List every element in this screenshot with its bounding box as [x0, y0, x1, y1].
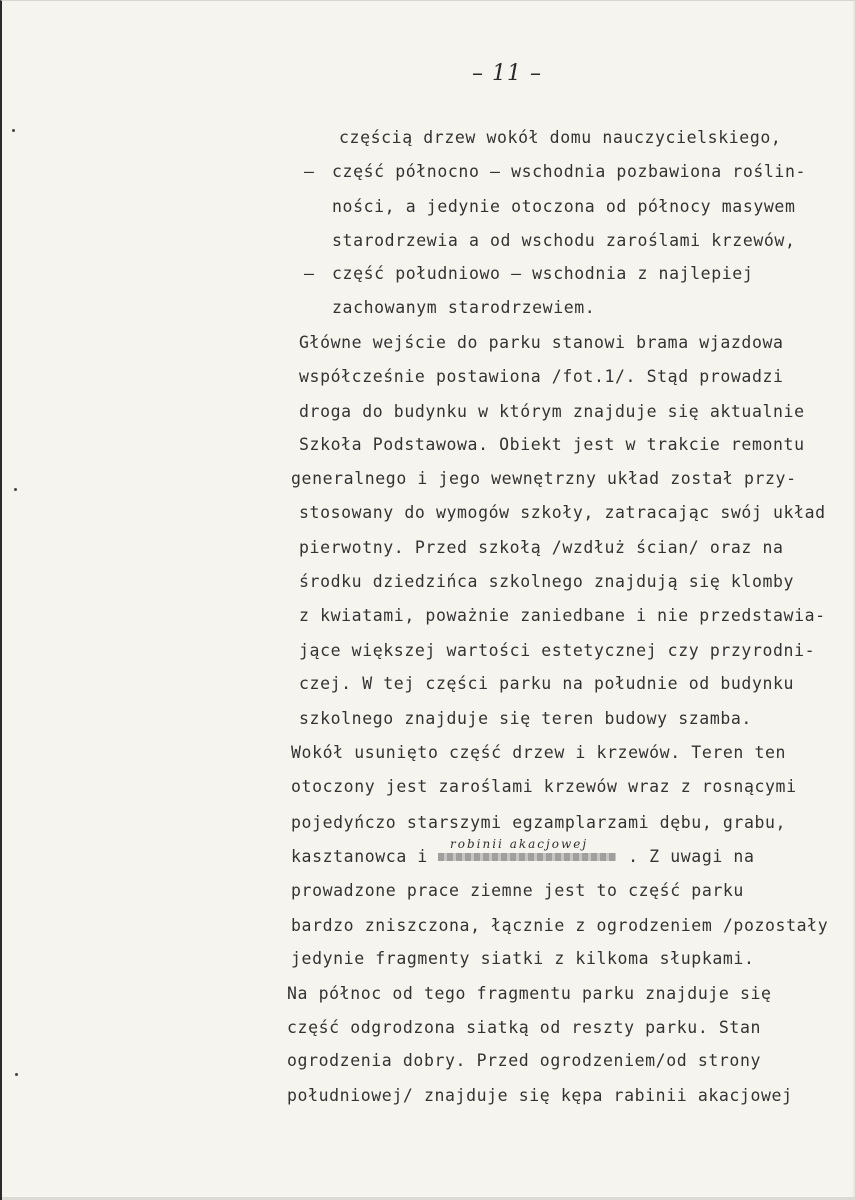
- text-line-5: część południowo – wschodnia z najlepiej: [332, 264, 754, 283]
- page-number: – 11 –: [472, 61, 542, 86]
- list-dash-2: –: [304, 264, 314, 283]
- text-line-14: środku dziedzińca szkolnego znajdują się klomby: [299, 572, 795, 591]
- text-line-23: prowadzone prace ziemne jest to część parku: [291, 881, 744, 900]
- text-line-15: z kwiatami, poważnie zaniedbane i nie przedstawia-: [299, 606, 826, 625]
- text-line-13: pierwotny. Przed szkołą /wzdłuż ścian/ oraz na: [299, 538, 784, 557]
- text-line-24: bardzo zniszczona, łącznie z ogrodzeniem /pozostały: [291, 916, 829, 935]
- text-line-2: część północno – wschodnia pozbawiona roślin-: [332, 162, 807, 181]
- binding-mark-1: [12, 129, 15, 132]
- text-line-26: Na północ od tego fragmentu parku znajduje się: [287, 984, 772, 1003]
- text-line-11: generalnego i jego wewnętrzny układ został przy-: [291, 469, 797, 488]
- text-line-1: częścią drzew wokół domu nauczycielskiego,: [339, 128, 782, 147]
- text-line-12: stosowany do wymogów szkoły, zatracając swój układ: [299, 503, 826, 522]
- text-line-7: Główne wejście do parku stanowi brama wjazdowa: [299, 333, 784, 352]
- text-line-27: część odgrodzona siatką od reszty parku. Stan: [287, 1018, 762, 1037]
- text-line-21: pojedyńczo starszymi egzamplarzami dębu, grabu,: [291, 813, 787, 832]
- text-line-17: czej. W tej części parku na południe od budynku: [299, 674, 795, 693]
- text-line-20: otoczony jest zaroślami krzewów wraz z rosnącymi: [291, 777, 797, 796]
- text-line-3: ności, a jedynie otoczona od północy masywem: [332, 197, 796, 216]
- text-line-6: zachowanym starodrzewiem.: [332, 298, 596, 317]
- text-line-16: jące większej wartości estetycznej czy przyrodni-: [299, 641, 816, 660]
- text-line-10: Szkoła Podstawowa. Obiekt jest w trakcie remontu: [299, 435, 805, 454]
- text-line-8: współcześnie postawiona /fot.1/. Stąd prowadzi: [299, 367, 784, 386]
- text-line-18: szkolnego znajduje się teren budowy szamba.: [299, 709, 752, 728]
- text-line-19: Wokół usunięto część drzew i krzewów. Teren ten: [291, 743, 787, 762]
- binding-mark-3: [15, 1073, 18, 1076]
- binding-mark-2: [14, 488, 17, 491]
- handwritten-insertion: robinii akacjowej: [450, 837, 589, 851]
- text-line-4: starodrzewia a od wschodu zaroślami krzewów,: [332, 231, 796, 250]
- list-dash-1: –: [304, 162, 314, 181]
- text-line-9: droga do budynku w którym znajduje się aktualnie: [299, 402, 805, 421]
- text-line-22: kasztanowca i . Z uwagi na: [291, 847, 755, 866]
- text-line-28: ogrodzenia dobry. Przed ogrodzeniem/od strony: [287, 1051, 762, 1070]
- text-line-25: jedynie fragmenty siatki z kilkoma słupkami.: [291, 949, 755, 968]
- text-line-29: południowej/ znajduje się kępa rabinii akacjowej: [287, 1086, 793, 1105]
